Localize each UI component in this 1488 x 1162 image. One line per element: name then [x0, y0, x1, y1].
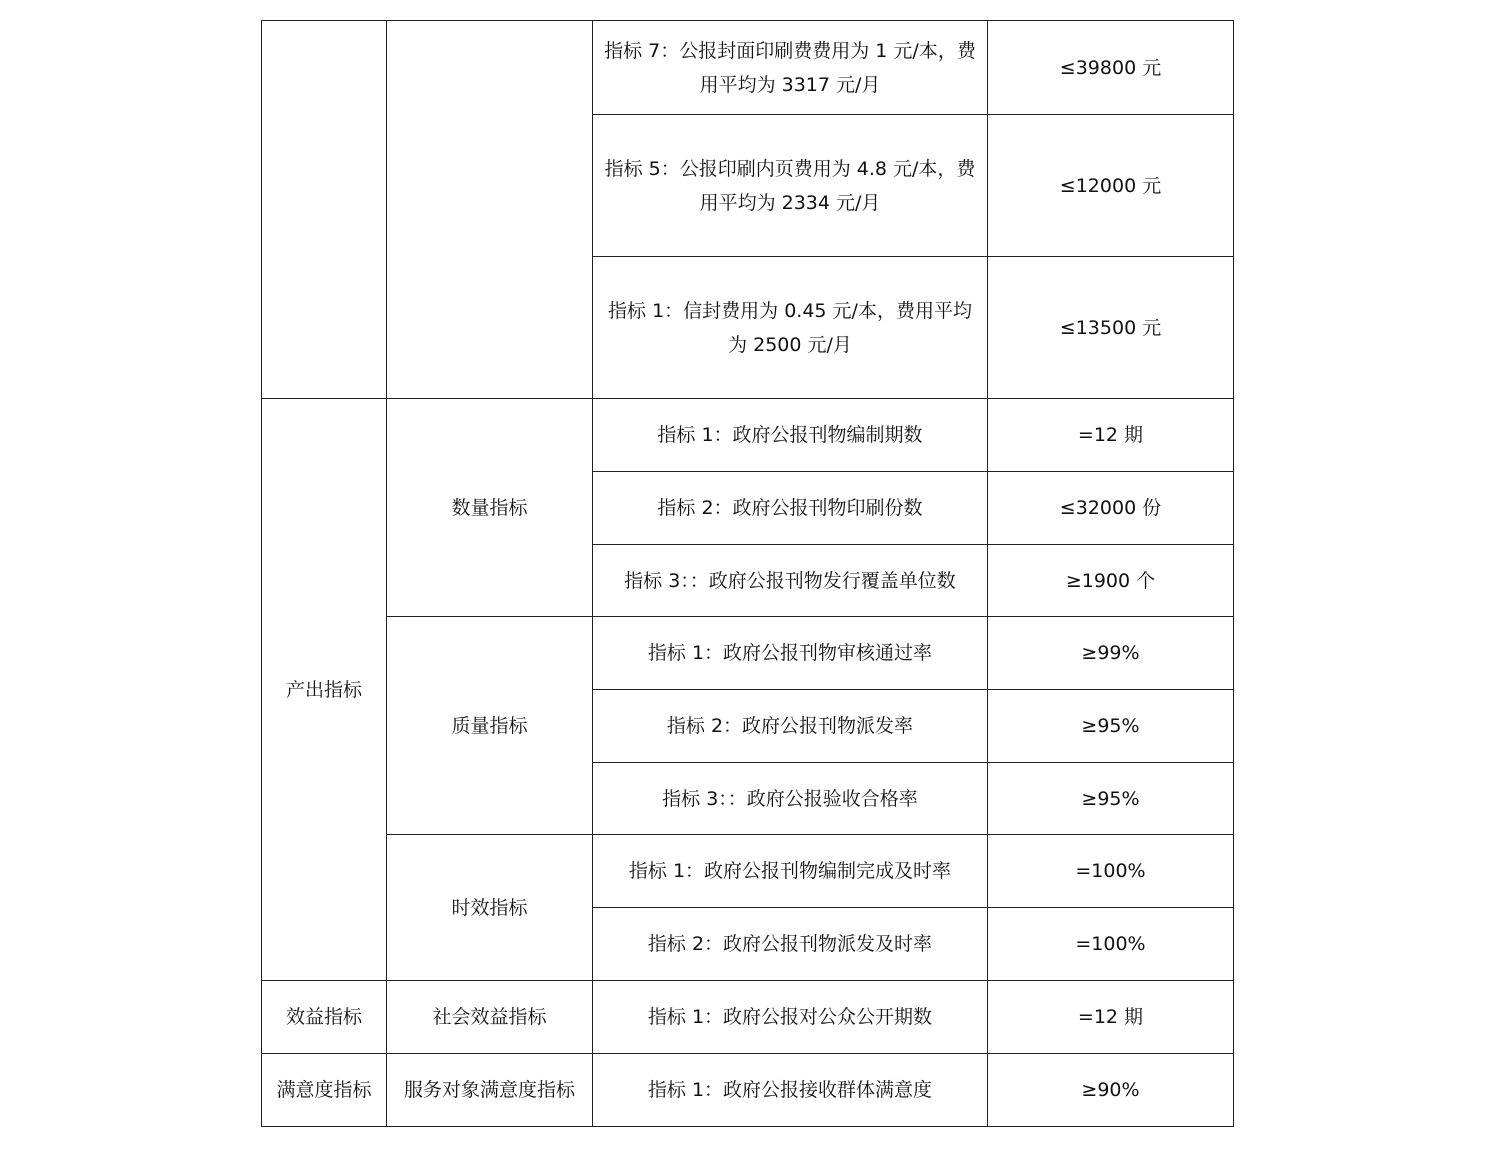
indicator-cell: 指标 3：：政府公报刊物发行覆盖单位数 — [593, 545, 988, 617]
indicator-cell: 指标 1：政府公报刊物编制完成及时率 — [593, 835, 988, 908]
table-row — [262, 1054, 1234, 1127]
target-value-cell: ≤39800 元 — [988, 21, 1234, 115]
level2-cell: 时效指标 — [387, 835, 593, 981]
level1-cell: 满意度指标 — [262, 1054, 387, 1127]
level1-cell — [262, 21, 387, 399]
indicator-cell: 指标 1：政府公报对公众公开期数 — [593, 981, 988, 1054]
indicator-cell: 指标 2：政府公报刊物派发及时率 — [593, 908, 988, 981]
table-row — [262, 617, 1234, 690]
indicator-cell: 指标 1：信封费用为 0.45 元/本，费用平均为 2500 元/月 — [593, 257, 988, 399]
indicator-cell: 指标 5：公报印刷内页费用为 4.8 元/本，费用平均为 2334 元/月 — [593, 115, 988, 257]
level1-cell: 产出指标 — [262, 399, 387, 981]
performance-indicator-table — [261, 20, 1234, 1127]
table-row — [262, 981, 1234, 1054]
target-value-cell: =12 期 — [988, 981, 1234, 1054]
level2-cell: 数量指标 — [387, 399, 593, 617]
level2-cell: 质量指标 — [387, 617, 593, 835]
target-value-cell: ≥95% — [988, 763, 1234, 835]
indicator-cell: 指标 1：政府公报刊物编制期数 — [593, 399, 988, 472]
target-value-cell: ≤12000 元 — [988, 115, 1234, 257]
level2-cell — [387, 21, 593, 399]
indicator-cell: 指标 7：公报封面印刷费费用为 1 元/本，费用平均为 3317 元/月 — [593, 21, 988, 115]
target-value-cell: ≥95% — [988, 690, 1234, 763]
indicator-cell: 指标 3：：政府公报验收合格率 — [593, 763, 988, 835]
target-value-cell: =12 期 — [988, 399, 1234, 472]
target-value-cell: ≤32000 份 — [988, 472, 1234, 545]
target-value-cell: =100% — [988, 835, 1234, 908]
indicator-cell: 指标 2：政府公报刊物派发率 — [593, 690, 988, 763]
table-row — [262, 399, 1234, 472]
table-row — [262, 835, 1234, 908]
table-row — [262, 21, 1234, 115]
target-value-cell: ≤13500 元 — [988, 257, 1234, 399]
indicator-cell: 指标 1：政府公报接收群体满意度 — [593, 1054, 988, 1127]
level2-cell: 服务对象满意度指标 — [387, 1054, 593, 1127]
indicator-cell: 指标 1：政府公报刊物审核通过率 — [593, 617, 988, 690]
level2-cell: 社会效益指标 — [387, 981, 593, 1054]
target-value-cell: ≥99% — [988, 617, 1234, 690]
target-value-cell: ≥1900 个 — [988, 545, 1234, 617]
target-value-cell: =100% — [988, 908, 1234, 981]
indicator-cell: 指标 2：政府公报刊物印刷份数 — [593, 472, 988, 545]
level1-cell: 效益指标 — [262, 981, 387, 1054]
target-value-cell: ≥90% — [988, 1054, 1234, 1127]
